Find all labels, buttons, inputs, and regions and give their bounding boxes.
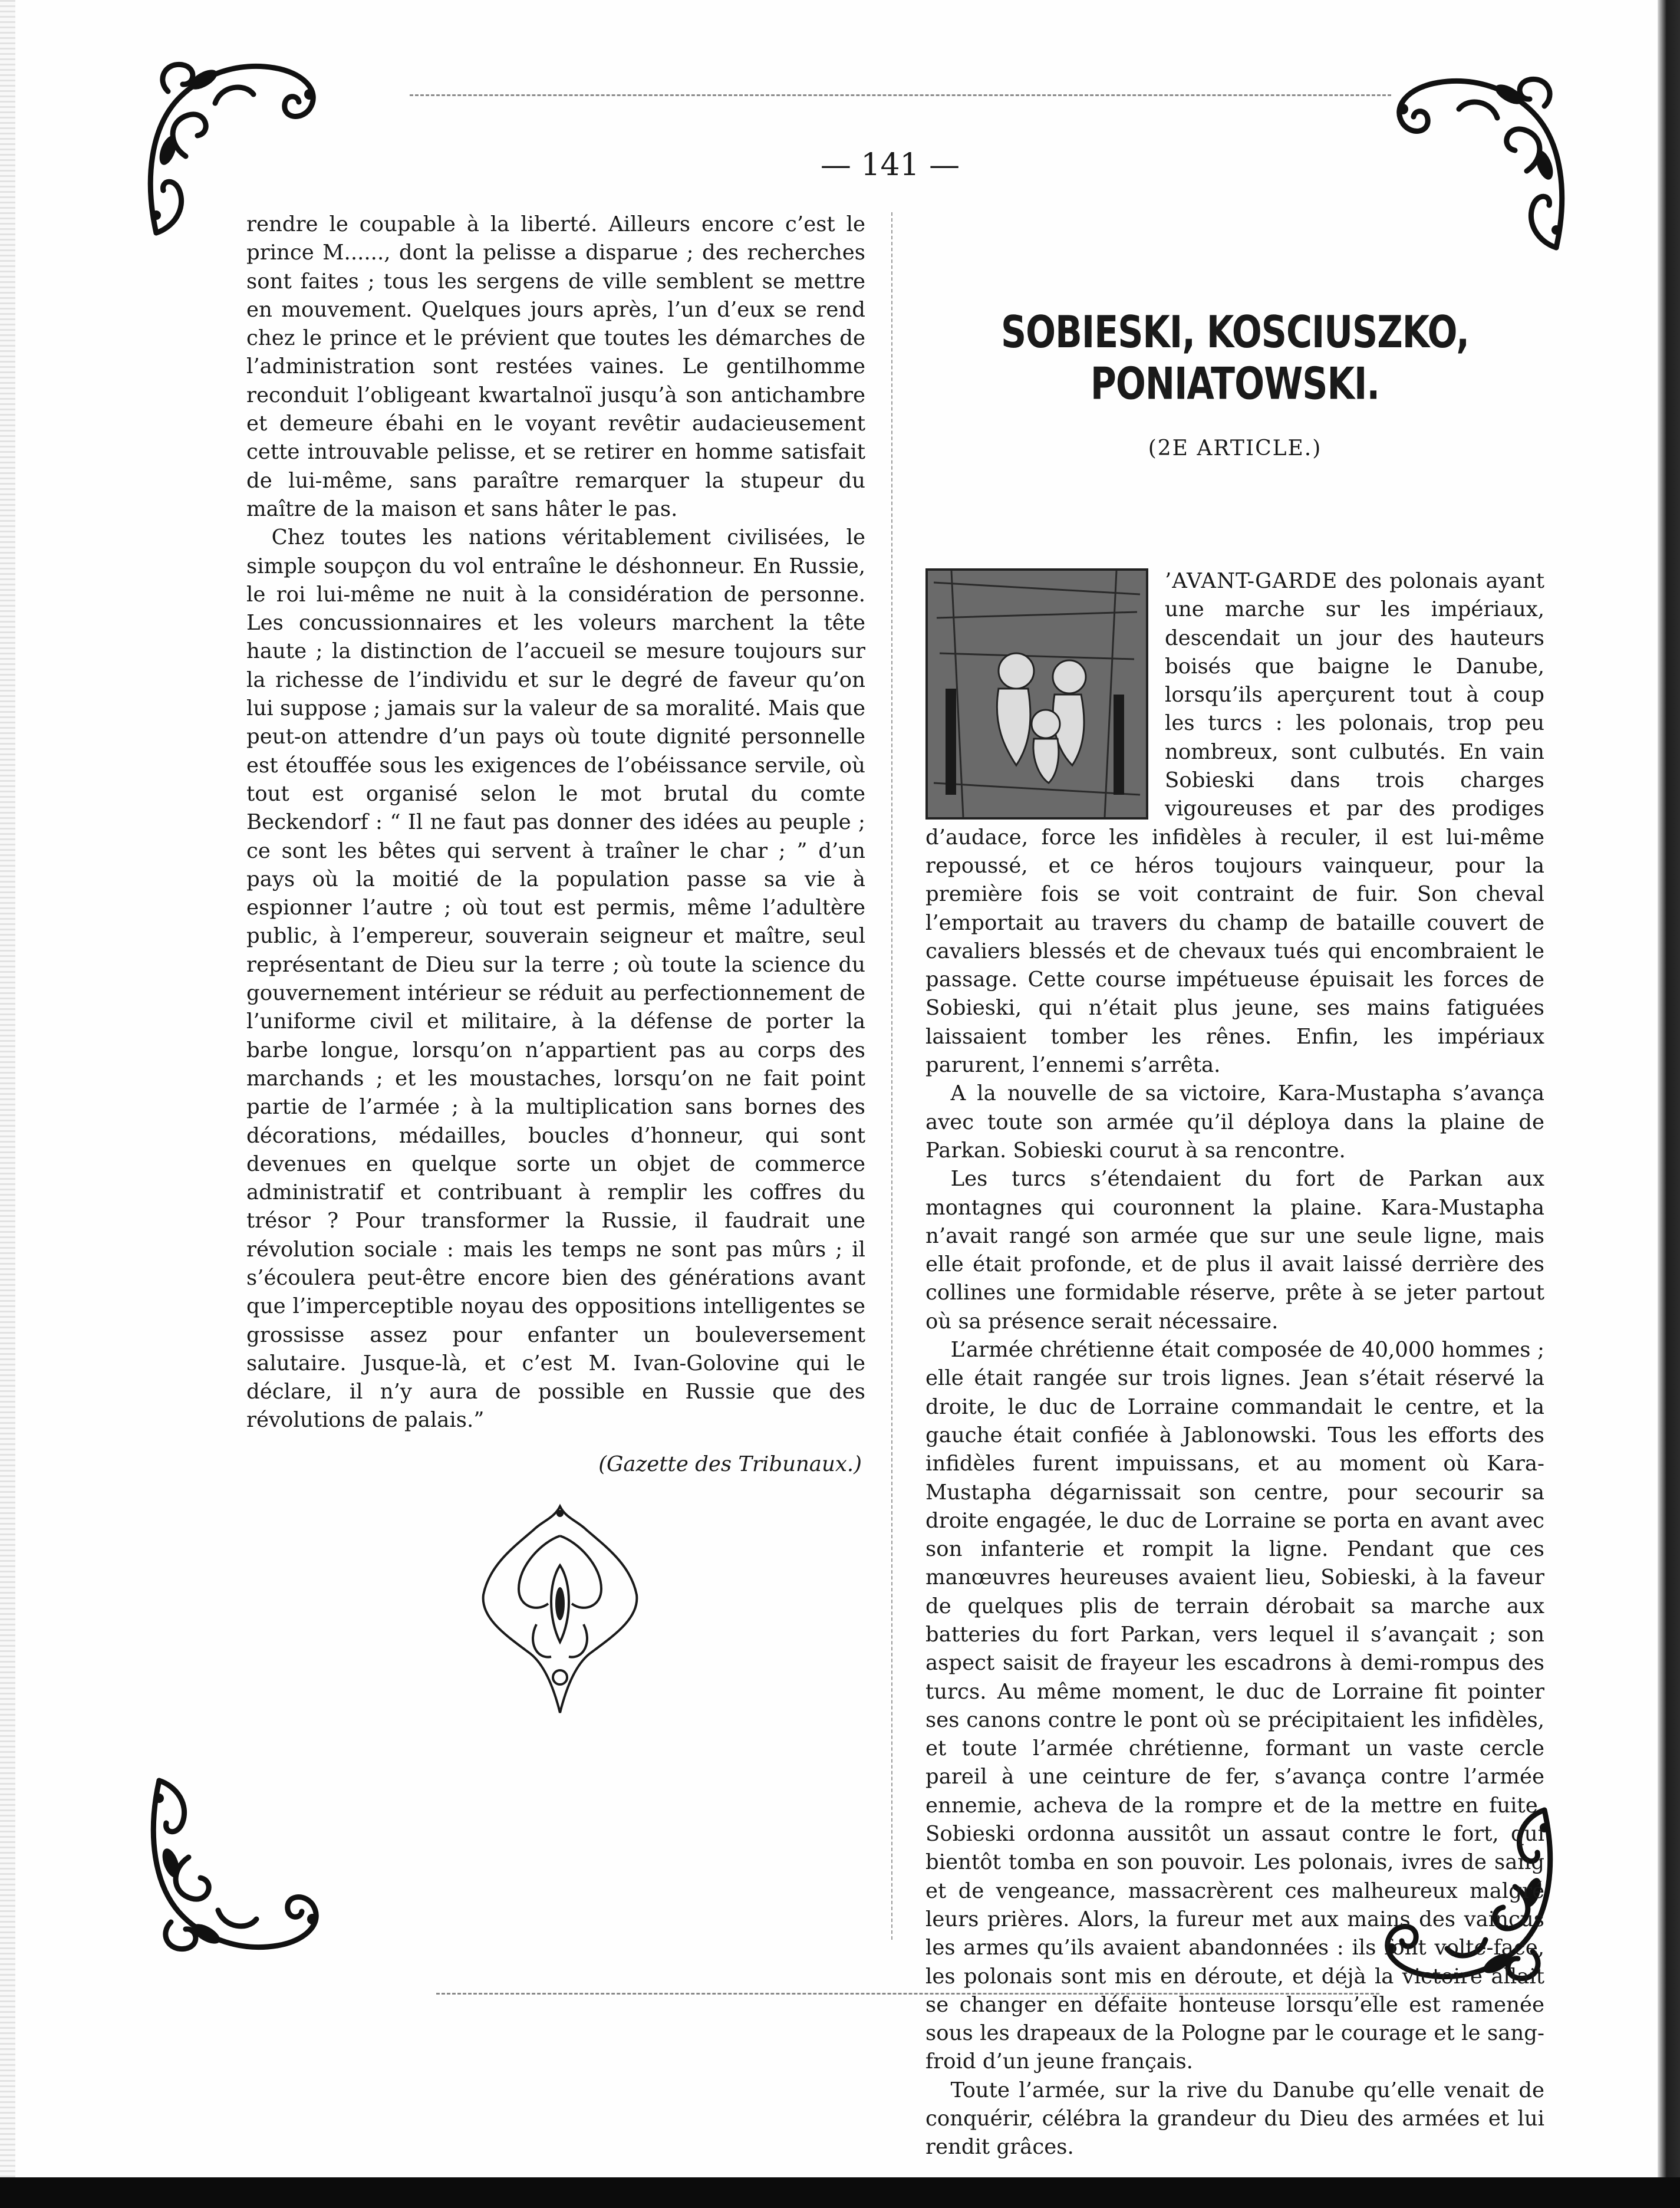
page-binding-edge (0, 0, 15, 2208)
rococo-scroll-icon (1368, 53, 1580, 265)
palmette-fleuron-icon (472, 1500, 648, 1719)
left-paragraph-2: Chez toutes les nations véritablement civilisées, le simple soupçon du vol entraîne le déshonneur. En Russie, le roi lui-même ne nuit à la considération de personne. Les concussionnaires et les voleurs marchent la tête haute ; la distinction de l’accueil se mesure toujours sur la richesse de l’individu et sur le degré de faveur qu’on lui suppose ; jamais sur la valeur de sa moralité. Mais que peut-on attendre d’un pays où toute dignité personnelle est étouffée sous les exigences de l’obéissance servile, où tout est organisé selon le mot brutal du comte Beckendorf : “ Il ne faut pas donner des idées au peuple ; ce sont les bêtes qui servent à traîner le char ; ” d’un pays où la moitié de la population passe sa vie à espionner l’autre ; où tout est permis, même l’adultère public, à l’empereur, souverain seigneur et maître, seul représentant de Dieu sur la terre ; où toute la science du gouvernement intérieur se réduit au perfectionnement de l’uniforme civil et militaire, à la défense de porter la barbe longue, lorsqu’on n’appartient pas au corps des marchands ; et les moustaches, lorsqu’on ne fait point partie de l’armée ; à la multiplication sans bornes des décorations, médailles, boucles d’honneur, qui sont devenues en quelque sorte un objet de commerce administratif et contribuant à remplir les coffres du trésor ? Pour transformer la Russie, il faudrait une révolution sociale : mais les temps ne sont pas mûrs ; il s’écoulera peut-être encore bien des générations avant que l’imperceptible noyau des oppositions intelligentes se grossisse assez pour enfanter un bouleversement salutaire. Jusque-là, et c’est M. Ivan-Golovine qui le déclare, il n’y aura de possible en Russie que des révolutions de palais.” (246, 525, 865, 1433)
article-paragraph-4: L’armée chrétienne était composée de 40,000 hommes ; elle était rangée sur trois lignes. Jean s’était réservé la droite, le duc de Lorraine commandait le centre, et la gauche était confiée à Jablonowski. Tous les efforts des infidèles furent impuissans, et au moment où Kara-Mustapha dégarnissait son centre, pour secourir sa droite engagée, le duc de Lorraine se porta en avant avec son infanterie et rompit la ligne. Pendant que ces manœuvres heureuses avaient lieu, Sobieski, à la faveur de quelques plis de terrain dérobait sa marche aux batteries du fort Parkan, vers lequel il s’avançait ; son aspect saisit de frayeur les escadrons à demi-rompus des turcs. Au même moment, le duc de Lorraine fit pointer ses canons contre le pont où se précipitaient les infidèles, et toute l’armée chrétienne, formant un vaste cercle pareil à une ceinture de fer, s’avança contre l’armée ennemie, acheva de la rompre et de la mettre en fuite. Sobieski ordonna aussitôt un assaut contre le fort, qui bientôt tomba en son pouvoir. Les polonais, ivres de sang et de vengeance, massacrèrent ces malheureux malgré leurs prières. Alors, la fureur met aux mains des vaincus les armes qu’ils avaient abandonnées : ils font volte-face, les polonais sont mis en déroute, et déjà la victoire allait se changer en défaite honteuse lorsqu’elle est ramenée sous les drapeaux de la Pologne par le courage et le sang-froid d’un jeune français. (925, 1338, 1544, 2074)
engraved-putti-dropcap-icon (925, 568, 1148, 820)
page-right-edge (1658, 0, 1680, 2208)
article-paragraph-1-text: des polonais ayant une marche sur les impériaux, descendait un jour des hauteurs boisés que baigne le Danube, lorsqu’ils aperçurent tout à coup les turcs : les polonais, trop peu nombreux, sont culbutés. En vain Sobieski dans trois charges vigoureuses et par des prodiges d’audace, force les infidèles à reculer, il est lui-même repoussé, et ce héros toujours vainqueur, pour la première fois se voit contraint de fuir. Son cheval l’emportait au travers du champ de bataille couvert de cavaliers blessés et de chevaux tués qui encombraient le passage. Cette course impétueuse épuisait les forces de Sobieski, qui n’était plus jeune, ses mains fatiguées laissaient tomber les rênes. Enfin, les impériaux parurent, l’ennemi s’arrêta. (925, 569, 1544, 1078)
article-paragraph-5: Toute l’armée, sur la rive du Danube qu’elle venait de conquérir, célébra la grandeur du Dieu des armées et lui rendit grâces. (925, 2078, 1544, 2160)
column-divider-rule (891, 212, 892, 1940)
source-citation: (Gazette des Tribunaux.) (598, 1452, 862, 1476)
left-paragraph-1: rendre le coupable à la liberté. Ailleurs encore c’est le prince M......, dont la pelisse a disparue ; des recherches sont faites ; tous les sergens de ville semblent se mettre en mouvement. Quelques jours après, l’un d’eux se rend chez le prince et le prévient que toutes les démarches de l’administration sont restées vaines. Le gentilhomme reconduit l’obligeant kwartalnoï jusqu’à son antichambre et demeure ébahi en le voyant revêtir audacieusement cette introuvable pelisse, et se retirer en homme satisfait de lui-même, sans paraître remarquer la stupeur du maître de la maison et sans hâter le pas. (246, 212, 865, 521)
article-title: SOBIESKI, KOSCIUSZKO, PONIATOWSKI. (1000, 307, 1470, 410)
rococo-scroll-icon (136, 1763, 348, 1975)
top-dashed-rule (410, 94, 1391, 96)
scan-bottom-strip (0, 2177, 1680, 2208)
article-paragraph-2: A la nouvelle de sa victoire, Kara-Mustapha s’avança avec toute son armée qu’il déploya dans la plaine de Parkan. Sobieski courut à sa rencontre. (925, 1081, 1544, 1163)
left-column (246, 210, 865, 1479)
right-column (925, 567, 1544, 2162)
article-subtitle: (2E ARTICLE.) (1148, 436, 1322, 460)
article-paragraph-1 (925, 567, 1544, 1080)
opening-smallcaps: ’AVANT-GARDE (1165, 569, 1338, 593)
article-paragraph-3: Les turcs s’étendaient du fort de Parkan aux montagnes qui couronnent la plaine. Kara-Mustapha n’avait rangé son armée que sur une seule ligne, mais elle était profonde, et de plus il avait laissé derrière des collines une formidable réserve, prête à se jeter partout où sa présence serait nécessaire. (925, 1167, 1544, 1334)
page-number: — 141 — (820, 147, 960, 183)
